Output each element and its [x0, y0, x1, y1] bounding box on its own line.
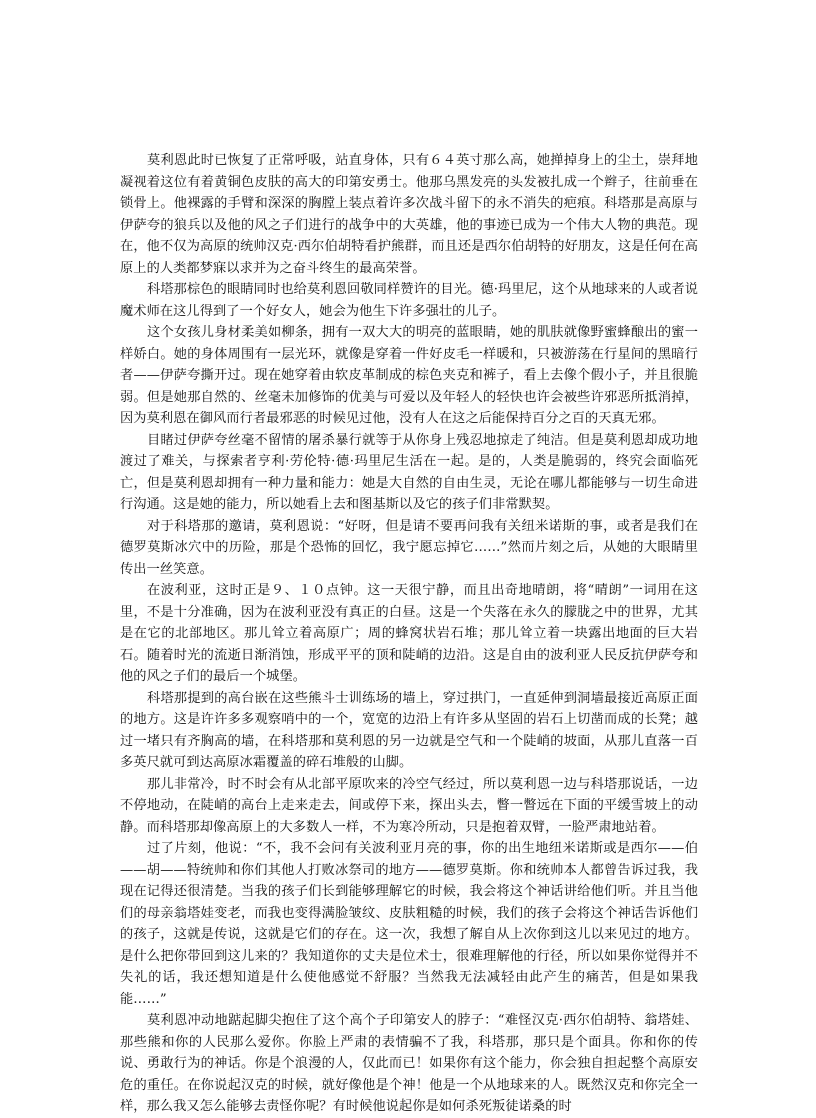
paragraph-1: 莫利恩此时已恢复了正常呼吸，站直身体，只有６４英寸那么高，她掸掉身上的尘土，崇拜地凝视着这位有着黄铜色皮肤的高大的印第安勇士。他那乌黑发亮的头发被扎成一个辫子，往前垂在锁骨上。他裸露的手臂和深深的胸膛上装点着许多次战斗留下的永不消失的疤痕。科塔那是高原与伊萨夸的狼兵以及他的风之子们进行的战争中的大英雄，他的事迹已成为一个伟大人物的典范。现在，他不仅为高原的统帅汉克·西尔伯胡特看护熊群，而且还是西尔伯胡特的好朋友，这是任何在高原上的人类都梦寐以求并为之奋斗终生的最高荣誉。 — [120, 153, 698, 276]
paragraph-9: 过了片刻，他说：“不，我不会问有关波利亚月亮的事，你的出生地纽米诺斯或是西尔——伯——胡——特统帅和你们其他人打败冰祭司的地方——德罗莫斯。你和统帅本人都曾告诉过我，我现在记得还很清楚。当我的孩子们长到能够理解它的时候，我会将这个神话讲给他们听。并且当他们的母亲翁塔娃变老，而我也变得满脸皱纹、皮肤粗糙的时候，我们的孩子会将这个神话告诉他们的孩子，这就是传说，这就是它们的存在。这一次，我想了解自从上次你到这儿以来见过的地方。是什么把你带回到这儿来的？我知道你的丈夫是位术士，很难理解他的行径，所以如果你觉得并不失礼的话，我还想知道是什么使他感觉不舒服？当然我无法减轻由此产生的痛苦，但是如果我能……” — [120, 841, 698, 1007]
document-page — [120, 150, 698, 1118]
paragraph-7: 科塔那提到的高台嵌在这些熊斗士训练场的墙上，穿过拱门，一直延伸到洞墙最接近高原正面的地方。这是许许多多观察哨中的一个，宽宽的边沿上有许多从坚固的岩石上切凿而成的长凳；越过一堵只有齐胸高的墙，在科塔那和莫利恩的另一边就是空气和一个陡峭的坡面，从那儿直落一百多英尺就可到达高原冰霜覆盖的碎石堆般的山脚。 — [120, 690, 698, 770]
paragraph-8: 那儿非常冷，时不时会有从北部平原吹来的冷空气经过，所以莫利恩一边与科塔那说话，一边不停地动，在陡峭的高台上走来走去，间或停下来，探出头去，瞥一瞥远在下面的平缓雪坡上的动静。而科塔那却像高原上的大多数人一样，不为寒冷所动，只是抱着双臂，一脸严肃地站着。 — [120, 776, 698, 835]
paragraph-10: 莫利恩冲动地踮起脚尖抱住了这个高个子印第安人的脖子：“难怪汉克·西尔伯胡特、翁塔娃、那些熊和你的人民那么爱你。你脸上严肃的表情骗不了我，科塔那，那只是个面具。你和你的传说、勇敢行为的神话。你是个浪漫的人，仅此而已！如果你有这个能力，你会独自担起整个高原安危的重任。在你说起汉克的时候，就好像他是个神！他是一个从地球来的人。既然汉克和你完全一样，那么我又怎么能够去责怪你呢？有时候他说起你是如何杀死叛徒诺桑的时 — [120, 1013, 698, 1114]
paragraph-5: 对于科塔那的邀请，莫利恩说：“好呀，但是请不要再问我有关纽米诺斯的事，或者是我们在德罗莫斯冰穴中的历险，那是个恐怖的回忆，我宁愿忘掉它……”然而片刻之后，从她的大眼睛里传出一丝笑意。 — [120, 518, 698, 577]
paragraph-6: 在波利亚，这时正是９、１０点钟。这一天很宁静，而且出奇地晴朗，将“晴朗”一词用在这里，不是十分准确，因为在波利亚没有真正的白昼。这是一个失落在永久的朦胧之中的世界，尤其是在它的北部地区。那儿耸立着高原广；周的蜂窝状岩石堆；那儿耸立着一块露出地面的巨大岩石。随着时光的流逝日渐消蚀，形成平平的顶和陡峭的边沿。这是自由的波利亚人民反抗伊萨夸和他的风之子们的最后一个城堡。 — [120, 583, 698, 684]
paragraph-4: 目睹过伊萨夸丝毫不留情的屠杀暴行就等于从你身上残忍地掠走了纯洁。但是莫利恩却成功地渡过了难关，与探索者亨利·劳伦特·德·玛里尼生活在一起。是的，人类是脆弱的，终究会面临死亡，但是莫利恩却拥有一种力量和能力：她是大自然的自由生灵，无论在哪儿都能够与一切生命进行沟通。这是她的能力，所以她看上去和图基斯以及它的孩子们非常默契。 — [120, 432, 698, 512]
paragraph-3: 这个女孩儿身材柔美如柳条，拥有一双大大的明亮的蓝眼睛，她的肌肤就像野蜜蜂酿出的蜜一样娇白。她的身体周围有一层光环，就像是穿着一件好皮毛一样暖和，只被游荡在行星间的黑暗行者——伊萨夸撕开过。现在她穿着由软皮革制成的棕色夹克和裤子，看上去像个假小子，并且很脆弱。但是她那自然的、丝毫未加修饰的优美与可爱以及年轻人的轻快也许会被些许邪恶所抵消掉，因为莫利恩在御风而行者最邪恶的时候见过他，没有人在这之后能保持百分之百的天真无邪。 — [120, 325, 698, 426]
paragraph-2: 科塔那棕色的眼睛同时也给莫利恩回敬同样赞许的目光。德·玛里尼，这个从地球来的人或者说魔术师在这儿得到了一个好女人，她会为他生下许多强壮的儿子。 — [120, 282, 698, 319]
